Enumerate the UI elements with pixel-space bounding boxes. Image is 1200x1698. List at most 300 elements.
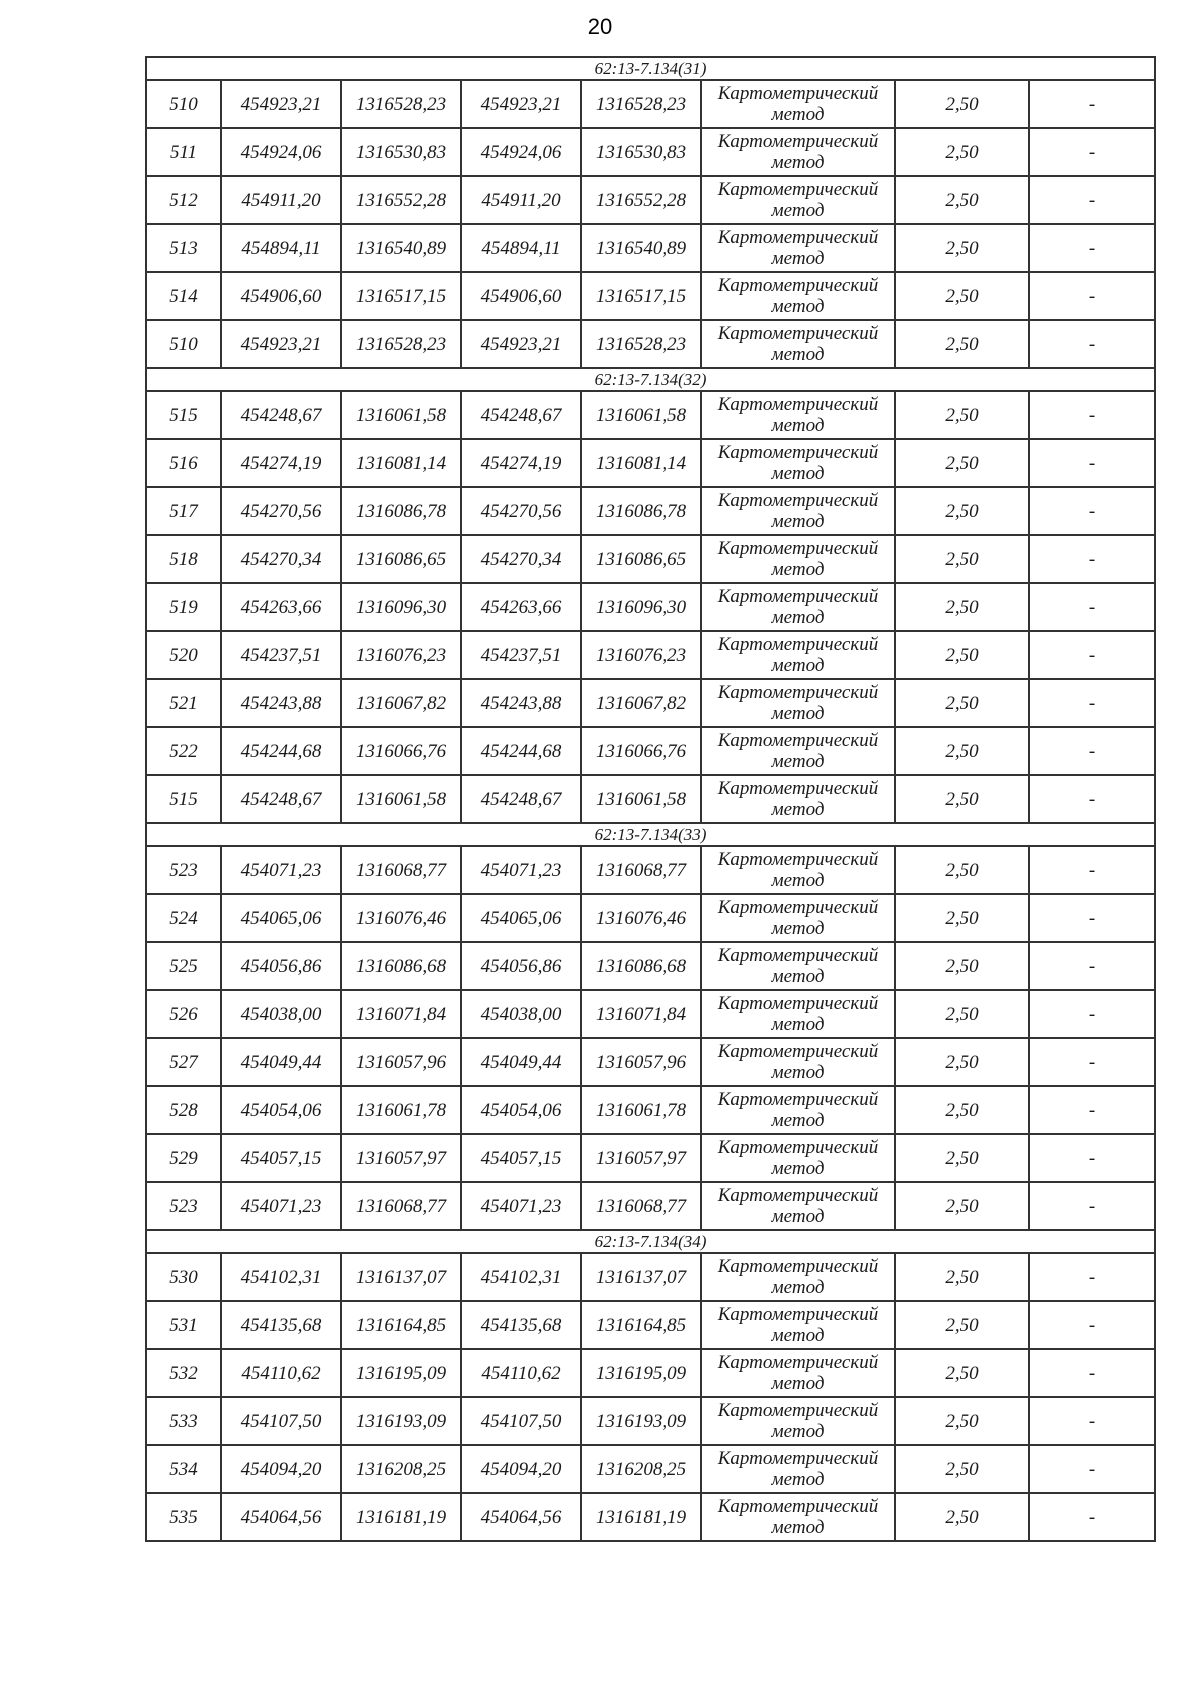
point-number-cell: 515	[146, 391, 221, 439]
method-text-line: Картометрический	[717, 83, 879, 104]
point-number-cell: 521	[146, 679, 221, 727]
accuracy-cell: 2,50	[895, 439, 1029, 487]
point-number-cell: 526	[146, 990, 221, 1038]
method-cell	[701, 846, 895, 894]
point-number-cell: 523	[146, 846, 221, 894]
refined-y-cell: 1316195,09	[581, 1349, 701, 1397]
accuracy-cell: 2,50	[895, 224, 1029, 272]
refined-x-cell: 454263,66	[461, 583, 581, 631]
accuracy-cell: 2,50	[895, 894, 1029, 942]
table-row	[146, 224, 1155, 272]
note-cell: -	[1029, 391, 1155, 439]
table-row	[146, 942, 1155, 990]
method-text-line: Картометрический	[717, 1496, 879, 1517]
method-text-line: метод	[771, 607, 825, 628]
existing-x-cell: 454094,20	[221, 1445, 341, 1493]
existing-x-cell: 454248,67	[221, 775, 341, 823]
method-cell	[701, 224, 895, 272]
accuracy-cell: 2,50	[895, 1397, 1029, 1445]
existing-y-cell: 1316552,28	[341, 176, 461, 224]
existing-x-cell: 454110,62	[221, 1349, 341, 1397]
refined-y-cell: 1316137,07	[581, 1253, 701, 1301]
existing-x-cell: 454057,15	[221, 1134, 341, 1182]
note-cell: -	[1029, 1445, 1155, 1493]
point-number-cell: 534	[146, 1445, 221, 1493]
refined-x-cell: 454248,67	[461, 775, 581, 823]
refined-x-cell: 454071,23	[461, 846, 581, 894]
method-cell	[701, 1301, 895, 1349]
existing-x-cell: 454056,86	[221, 942, 341, 990]
method-text-line: метод	[771, 655, 825, 676]
existing-x-cell: 454274,19	[221, 439, 341, 487]
point-number-cell: 520	[146, 631, 221, 679]
existing-y-cell: 1316071,84	[341, 990, 461, 1038]
method-text-line: Картометрический	[717, 1400, 879, 1421]
note-cell: -	[1029, 176, 1155, 224]
existing-x-cell: 454237,51	[221, 631, 341, 679]
method-text-line: Картометрический	[717, 1089, 879, 1110]
existing-y-cell: 1316068,77	[341, 1182, 461, 1230]
point-number-cell: 512	[146, 176, 221, 224]
accuracy-cell: 2,50	[895, 1445, 1029, 1493]
refined-y-cell: 1316086,65	[581, 535, 701, 583]
refined-y-cell: 1316540,89	[581, 224, 701, 272]
note-cell: -	[1029, 1038, 1155, 1086]
method-text-line: Картометрический	[717, 1137, 879, 1158]
method-text-line: метод	[771, 799, 825, 820]
accuracy-cell: 2,50	[895, 128, 1029, 176]
method-text-line: Картометрический	[717, 1352, 879, 1373]
accuracy-cell: 2,50	[895, 1086, 1029, 1134]
refined-x-cell: 454110,62	[461, 1349, 581, 1397]
existing-y-cell: 1316061,58	[341, 775, 461, 823]
method-text-line: метод	[771, 152, 825, 173]
note-cell: -	[1029, 1182, 1155, 1230]
point-number-cell: 523	[146, 1182, 221, 1230]
section-header-row	[146, 823, 1155, 846]
table-row	[146, 679, 1155, 727]
table-row	[146, 775, 1155, 823]
refined-y-cell: 1316061,58	[581, 775, 701, 823]
page-number: 20	[587, 14, 613, 39]
section-header-row	[146, 57, 1155, 80]
method-cell	[701, 1038, 895, 1086]
table-row	[146, 1038, 1155, 1086]
accuracy-cell: 2,50	[895, 846, 1029, 894]
method-cell	[701, 775, 895, 823]
note-cell: -	[1029, 846, 1155, 894]
table-row	[146, 1397, 1155, 1445]
table-row	[146, 846, 1155, 894]
method-text-line: Картометрический	[717, 442, 879, 463]
method-cell	[701, 1349, 895, 1397]
method-text-line: Картометрический	[717, 849, 879, 870]
note-cell: -	[1029, 487, 1155, 535]
table-row	[146, 487, 1155, 535]
refined-x-cell: 454244,68	[461, 727, 581, 775]
existing-y-cell: 1316057,96	[341, 1038, 461, 1086]
note-cell: -	[1029, 1493, 1155, 1541]
existing-y-cell: 1316066,76	[341, 727, 461, 775]
note-cell: -	[1029, 320, 1155, 368]
accuracy-cell: 2,50	[895, 727, 1029, 775]
existing-x-cell: 454270,34	[221, 535, 341, 583]
refined-x-cell: 454056,86	[461, 942, 581, 990]
method-text-line: Картометрический	[717, 586, 879, 607]
existing-y-cell: 1316086,78	[341, 487, 461, 535]
existing-y-cell: 1316076,23	[341, 631, 461, 679]
refined-x-cell: 454135,68	[461, 1301, 581, 1349]
refined-y-cell: 1316066,76	[581, 727, 701, 775]
section-title: 62:13-7.134(33)	[146, 823, 1155, 846]
section-header-row	[146, 1230, 1155, 1253]
accuracy-cell: 2,50	[895, 1493, 1029, 1541]
method-text-line: Картометрический	[717, 179, 879, 200]
refined-y-cell: 1316068,77	[581, 846, 701, 894]
note-cell: -	[1029, 128, 1155, 176]
note-cell: -	[1029, 1397, 1155, 1445]
method-text-line: Картометрический	[717, 634, 879, 655]
existing-y-cell: 1316193,09	[341, 1397, 461, 1445]
refined-y-cell: 1316057,97	[581, 1134, 701, 1182]
refined-x-cell: 454923,21	[461, 320, 581, 368]
coordinates-table	[145, 56, 1156, 1542]
refined-x-cell: 454057,15	[461, 1134, 581, 1182]
method-text-line: метод	[771, 1421, 825, 1442]
refined-y-cell: 1316164,85	[581, 1301, 701, 1349]
table-row	[146, 320, 1155, 368]
table-row	[146, 1349, 1155, 1397]
point-number-cell: 528	[146, 1086, 221, 1134]
note-cell: -	[1029, 631, 1155, 679]
method-text-line: Картометрический	[717, 323, 879, 344]
point-number-cell: 513	[146, 224, 221, 272]
accuracy-cell: 2,50	[895, 775, 1029, 823]
existing-y-cell: 1316517,15	[341, 272, 461, 320]
method-text-line: метод	[771, 918, 825, 939]
refined-x-cell: 454270,34	[461, 535, 581, 583]
method-text-line: Картометрический	[717, 730, 879, 751]
existing-x-cell: 454038,00	[221, 990, 341, 1038]
method-cell	[701, 990, 895, 1038]
table-row	[146, 1493, 1155, 1541]
existing-y-cell: 1316164,85	[341, 1301, 461, 1349]
refined-y-cell: 1316528,23	[581, 80, 701, 128]
refined-x-cell: 454049,44	[461, 1038, 581, 1086]
method-text-line: метод	[771, 200, 825, 221]
method-text-line: Картометрический	[717, 490, 879, 511]
existing-y-cell: 1316081,14	[341, 439, 461, 487]
refined-y-cell: 1316067,82	[581, 679, 701, 727]
point-number-cell: 527	[146, 1038, 221, 1086]
point-number-cell: 519	[146, 583, 221, 631]
accuracy-cell: 2,50	[895, 391, 1029, 439]
refined-y-cell: 1316061,78	[581, 1086, 701, 1134]
point-number-cell: 517	[146, 487, 221, 535]
method-cell	[701, 1134, 895, 1182]
refined-y-cell: 1316530,83	[581, 128, 701, 176]
point-number-cell: 518	[146, 535, 221, 583]
existing-y-cell: 1316068,77	[341, 846, 461, 894]
refined-x-cell: 454071,23	[461, 1182, 581, 1230]
method-cell	[701, 679, 895, 727]
accuracy-cell: 2,50	[895, 272, 1029, 320]
accuracy-cell: 2,50	[895, 320, 1029, 368]
refined-x-cell: 454248,67	[461, 391, 581, 439]
accuracy-cell: 2,50	[895, 487, 1029, 535]
refined-x-cell: 454894,11	[461, 224, 581, 272]
existing-x-cell: 454244,68	[221, 727, 341, 775]
method-cell	[701, 583, 895, 631]
refined-y-cell: 1316517,15	[581, 272, 701, 320]
point-number-cell: 510	[146, 320, 221, 368]
refined-y-cell: 1316076,23	[581, 631, 701, 679]
refined-x-cell: 454054,06	[461, 1086, 581, 1134]
method-cell	[701, 1086, 895, 1134]
accuracy-cell: 2,50	[895, 942, 1029, 990]
existing-y-cell: 1316137,07	[341, 1253, 461, 1301]
table-row	[146, 727, 1155, 775]
method-text-line: метод	[771, 415, 825, 436]
method-text-line: Картометрический	[717, 778, 879, 799]
method-text-line: Картометрический	[717, 394, 879, 415]
method-text-line: метод	[771, 703, 825, 724]
section-title: 62:13-7.134(34)	[146, 1230, 1155, 1253]
point-number-cell: 510	[146, 80, 221, 128]
note-cell: -	[1029, 535, 1155, 583]
point-number-cell: 522	[146, 727, 221, 775]
method-text-line: Картометрический	[717, 1185, 879, 1206]
point-number-cell: 525	[146, 942, 221, 990]
accuracy-cell: 2,50	[895, 535, 1029, 583]
method-cell	[701, 894, 895, 942]
table-row	[146, 128, 1155, 176]
refined-y-cell: 1316071,84	[581, 990, 701, 1038]
section-title: 62:13-7.134(31)	[146, 57, 1155, 80]
note-cell: -	[1029, 727, 1155, 775]
accuracy-cell: 2,50	[895, 1182, 1029, 1230]
method-cell	[701, 535, 895, 583]
table-row	[146, 583, 1155, 631]
point-number-cell: 531	[146, 1301, 221, 1349]
existing-x-cell: 454923,21	[221, 80, 341, 128]
existing-y-cell: 1316528,23	[341, 320, 461, 368]
note-cell: -	[1029, 775, 1155, 823]
existing-y-cell: 1316096,30	[341, 583, 461, 631]
method-text-line: метод	[771, 1325, 825, 1346]
existing-y-cell: 1316057,97	[341, 1134, 461, 1182]
existing-x-cell: 454906,60	[221, 272, 341, 320]
point-number-cell: 529	[146, 1134, 221, 1182]
existing-y-cell: 1316208,25	[341, 1445, 461, 1493]
refined-y-cell: 1316061,58	[581, 391, 701, 439]
method-cell	[701, 631, 895, 679]
existing-x-cell: 454071,23	[221, 1182, 341, 1230]
method-text-line: метод	[771, 1517, 825, 1538]
existing-y-cell: 1316540,89	[341, 224, 461, 272]
existing-x-cell: 454071,23	[221, 846, 341, 894]
accuracy-cell: 2,50	[895, 990, 1029, 1038]
existing-x-cell: 454924,06	[221, 128, 341, 176]
note-cell: -	[1029, 1301, 1155, 1349]
refined-y-cell: 1316528,23	[581, 320, 701, 368]
table-row	[146, 391, 1155, 439]
note-cell: -	[1029, 1134, 1155, 1182]
refined-y-cell: 1316086,78	[581, 487, 701, 535]
table-row	[146, 176, 1155, 224]
existing-x-cell: 454064,56	[221, 1493, 341, 1541]
method-cell	[701, 439, 895, 487]
refined-x-cell: 454107,50	[461, 1397, 581, 1445]
point-number-cell: 511	[146, 128, 221, 176]
method-cell	[701, 1182, 895, 1230]
method-text-line: Картометрический	[717, 945, 879, 966]
method-text-line: Картометрический	[717, 897, 879, 918]
note-cell: -	[1029, 942, 1155, 990]
refined-y-cell: 1316181,19	[581, 1493, 701, 1541]
note-cell: -	[1029, 1349, 1155, 1397]
refined-x-cell: 454065,06	[461, 894, 581, 942]
method-text-line: Картометрический	[717, 1256, 879, 1277]
refined-y-cell: 1316081,14	[581, 439, 701, 487]
note-cell: -	[1029, 583, 1155, 631]
method-cell	[701, 727, 895, 775]
method-cell	[701, 272, 895, 320]
method-text-line: метод	[771, 1206, 825, 1227]
existing-x-cell: 454135,68	[221, 1301, 341, 1349]
refined-x-cell: 454102,31	[461, 1253, 581, 1301]
existing-x-cell: 454243,88	[221, 679, 341, 727]
existing-y-cell: 1316181,19	[341, 1493, 461, 1541]
existing-y-cell: 1316067,82	[341, 679, 461, 727]
existing-y-cell: 1316086,68	[341, 942, 461, 990]
existing-y-cell: 1316061,78	[341, 1086, 461, 1134]
refined-y-cell: 1316208,25	[581, 1445, 701, 1493]
method-text-line: Картометрический	[717, 993, 879, 1014]
note-cell: -	[1029, 1086, 1155, 1134]
table-row	[146, 272, 1155, 320]
method-text-line: метод	[771, 751, 825, 772]
existing-y-cell: 1316528,23	[341, 80, 461, 128]
point-number-cell: 533	[146, 1397, 221, 1445]
method-text-line: метод	[771, 1373, 825, 1394]
existing-x-cell: 454263,66	[221, 583, 341, 631]
refined-x-cell: 454237,51	[461, 631, 581, 679]
method-text-line: метод	[771, 1014, 825, 1035]
refined-x-cell: 454243,88	[461, 679, 581, 727]
refined-x-cell: 454906,60	[461, 272, 581, 320]
existing-x-cell: 454923,21	[221, 320, 341, 368]
accuracy-cell: 2,50	[895, 1253, 1029, 1301]
table-row	[146, 1445, 1155, 1493]
note-cell: -	[1029, 80, 1155, 128]
table-row	[146, 439, 1155, 487]
section-header-row	[146, 368, 1155, 391]
method-text-line: метод	[771, 248, 825, 269]
note-cell: -	[1029, 272, 1155, 320]
refined-y-cell: 1316057,96	[581, 1038, 701, 1086]
refined-x-cell: 454923,21	[461, 80, 581, 128]
method-text-line: метод	[771, 1158, 825, 1179]
point-number-cell: 524	[146, 894, 221, 942]
table-row	[146, 990, 1155, 1038]
refined-x-cell: 454270,56	[461, 487, 581, 535]
existing-y-cell: 1316076,46	[341, 894, 461, 942]
method-cell	[701, 1253, 895, 1301]
refined-y-cell: 1316086,68	[581, 942, 701, 990]
refined-x-cell: 454038,00	[461, 990, 581, 1038]
method-text-line: метод	[771, 1469, 825, 1490]
method-text-line: метод	[771, 463, 825, 484]
refined-y-cell: 1316193,09	[581, 1397, 701, 1445]
method-cell	[701, 487, 895, 535]
note-cell: -	[1029, 224, 1155, 272]
refined-x-cell: 454274,19	[461, 439, 581, 487]
point-number-cell: 516	[146, 439, 221, 487]
table-row	[146, 1086, 1155, 1134]
table-row	[146, 80, 1155, 128]
method-text-line: Картометрический	[717, 1041, 879, 1062]
method-cell	[701, 80, 895, 128]
method-text-line: метод	[771, 559, 825, 580]
method-cell	[701, 391, 895, 439]
existing-x-cell: 454065,06	[221, 894, 341, 942]
table-row	[146, 1253, 1155, 1301]
accuracy-cell: 2,50	[895, 1038, 1029, 1086]
refined-y-cell: 1316552,28	[581, 176, 701, 224]
method-cell	[701, 1397, 895, 1445]
method-text-line: Картометрический	[717, 682, 879, 703]
existing-x-cell: 454054,06	[221, 1086, 341, 1134]
method-text-line: метод	[771, 1277, 825, 1298]
existing-x-cell: 454102,31	[221, 1253, 341, 1301]
accuracy-cell: 2,50	[895, 176, 1029, 224]
existing-y-cell: 1316195,09	[341, 1349, 461, 1397]
method-text-line: Картометрический	[717, 538, 879, 559]
existing-y-cell: 1316086,65	[341, 535, 461, 583]
accuracy-cell: 2,50	[895, 1301, 1029, 1349]
table-row	[146, 894, 1155, 942]
note-cell: -	[1029, 990, 1155, 1038]
method-cell	[701, 320, 895, 368]
accuracy-cell: 2,50	[895, 80, 1029, 128]
point-number-cell: 530	[146, 1253, 221, 1301]
table-row	[146, 1134, 1155, 1182]
accuracy-cell: 2,50	[895, 1349, 1029, 1397]
existing-x-cell: 454911,20	[221, 176, 341, 224]
method-text-line: метод	[771, 1110, 825, 1131]
refined-x-cell: 454064,56	[461, 1493, 581, 1541]
method-text-line: метод	[771, 1062, 825, 1083]
table-row	[146, 631, 1155, 679]
refined-x-cell: 454911,20	[461, 176, 581, 224]
method-text-line: Картометрический	[717, 131, 879, 152]
method-text-line: Картометрический	[717, 1304, 879, 1325]
method-text-line: метод	[771, 870, 825, 891]
method-text-line: метод	[771, 966, 825, 987]
accuracy-cell: 2,50	[895, 1134, 1029, 1182]
method-text-line: Картометрический	[717, 227, 879, 248]
note-cell: -	[1029, 439, 1155, 487]
method-text-line: метод	[771, 344, 825, 365]
refined-y-cell: 1316096,30	[581, 583, 701, 631]
refined-y-cell: 1316076,46	[581, 894, 701, 942]
accuracy-cell: 2,50	[895, 679, 1029, 727]
point-number-cell: 514	[146, 272, 221, 320]
point-number-cell: 515	[146, 775, 221, 823]
method-cell	[701, 942, 895, 990]
method-cell	[701, 128, 895, 176]
